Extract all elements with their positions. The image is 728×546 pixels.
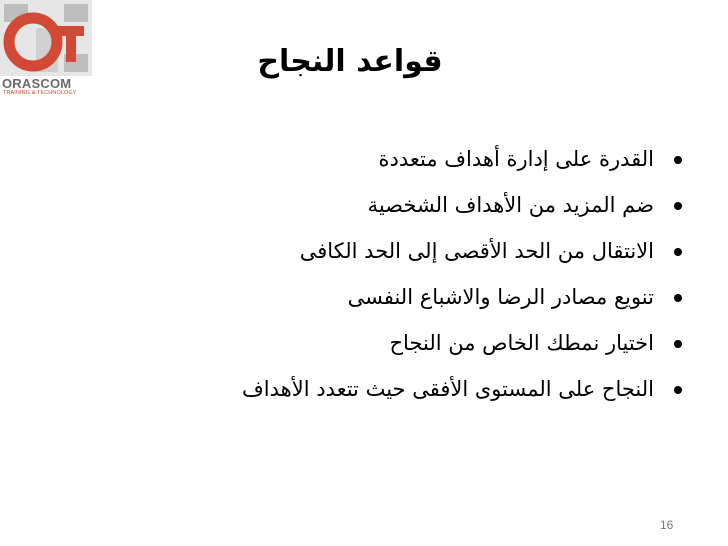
bullet-item <box>242 274 682 320</box>
bullet-text: اختيار نمطك الخاص من النجاح <box>389 331 654 355</box>
bullet-icon <box>674 156 682 164</box>
orascom-logo <box>0 0 92 98</box>
bullet-item <box>242 320 682 366</box>
bullet-text: القدرة على إدارة أهداف متعددة <box>378 147 654 171</box>
bullet-item <box>242 182 682 228</box>
bullet-icon <box>674 294 682 302</box>
bullet-icon <box>674 202 682 210</box>
bullet-text: الانتقال من الحد الأقصى إلى الحد الكافى <box>299 239 654 263</box>
logo-tagline: TRAINING & TECHNOLOGY <box>3 90 77 96</box>
bullet-item <box>242 136 682 182</box>
slide-title: قواعد النجاح <box>257 44 443 79</box>
page-number: 16 <box>660 518 674 532</box>
bullet-list <box>242 136 682 412</box>
logo-ring-icon <box>0 0 92 76</box>
bullet-text: تنويع مصادر الرضا والاشباع النفسى <box>347 285 654 309</box>
logo-wordmark: ORASCOM <box>2 76 72 91</box>
bullet-item <box>242 366 682 412</box>
bullet-icon <box>674 248 682 256</box>
bullet-icon <box>674 386 682 394</box>
logo-emblem <box>0 0 92 76</box>
bullet-text: ضم المزيد من الأهداف الشخصية <box>367 193 654 217</box>
bullet-icon <box>674 340 682 348</box>
bullet-text: النجاح على المستوى الأفقى حيث تتعدد الأهداف <box>242 377 654 401</box>
bullet-item <box>242 228 682 274</box>
